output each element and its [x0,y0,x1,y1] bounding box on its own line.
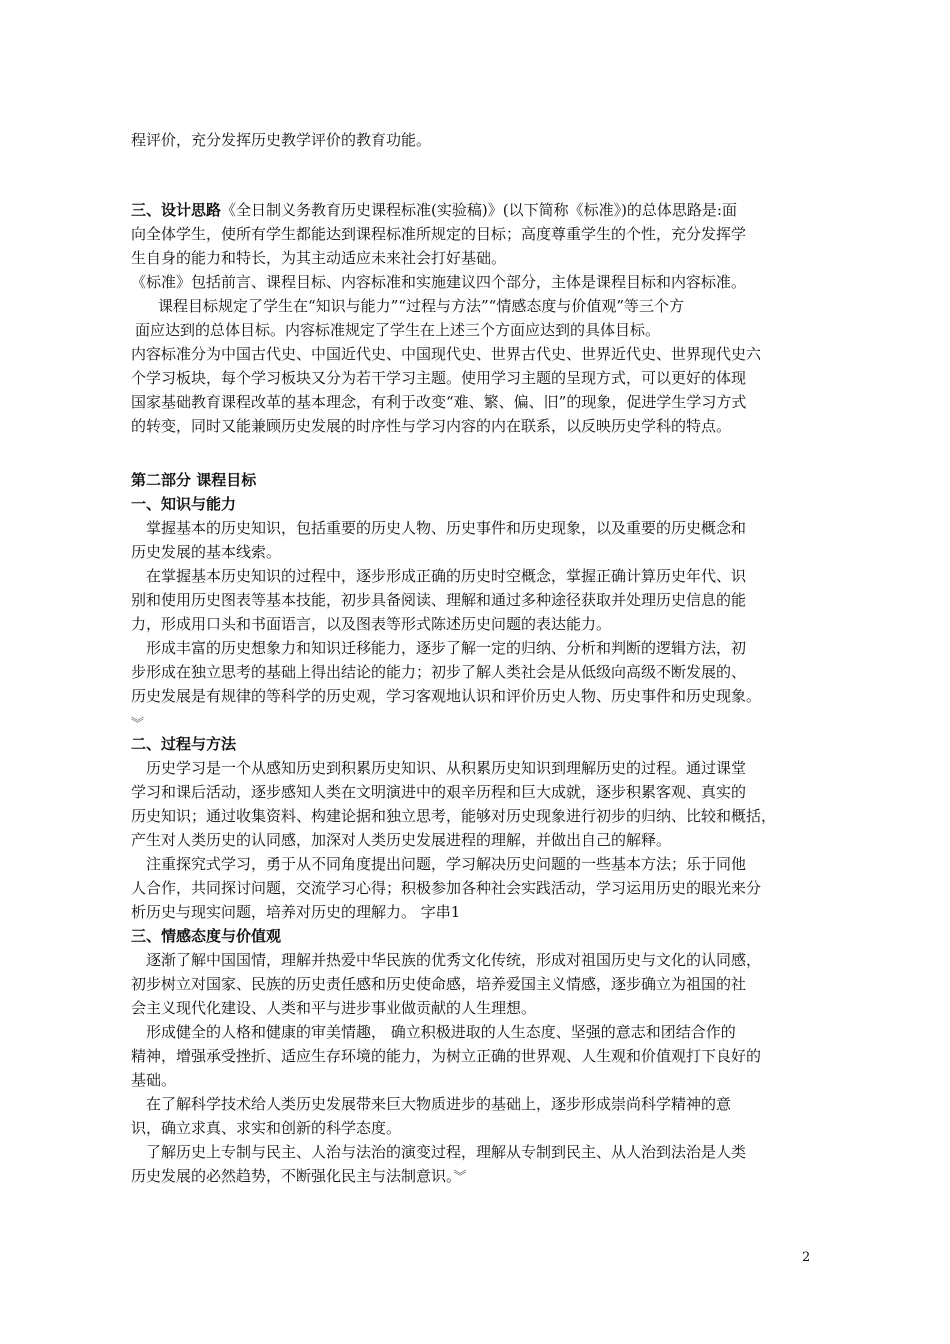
text-line: 《标准》包括前言、课程目标、内容标准和实施建议四个部分，主体是课程目标和内容标准。 [131,273,747,291]
text-line: 步形成在独立思考的基础上得出结论的能力；初步了解人类社会是从低级向高级不断发展的、 [131,663,747,681]
section-heading: 二、过程与方法 [131,735,237,753]
text-line: 会主义现代化建设、人类和平与进步事业做贡献的人生理想。 [131,999,537,1017]
text-line: 内容标准分为中国古代史、中国近代史、中国现代史、世界古代史、世界近代史、世界现代史六 [131,345,762,363]
text-line: 析历史与现实问题，培养对历史的理解力。 字串1 [131,903,461,921]
text-line: 历史学习是一个从感知历史到积累历史知识、从积累历史知识到理解历史的过程。通过课堂 [146,759,747,777]
text-line: 课程目标规定了学生在“知识与能力”“过程与方法”“情感态度与价值观”等三个方 [158,297,685,315]
text-line: 别和使用历史图表等基本技能，初步具备阅读、理解和通过多种途径获取并处理历史信息的能 [131,591,747,609]
text-line: 力，形成用口头和书面语言，以及图表等形式陈述历史问题的表达能力。 [131,615,612,633]
text-line: 历史发展的基本线索。 [131,543,282,561]
text-line [131,1164,467,1190]
part-heading: 第二部分 课程目标 [131,471,257,489]
text-line: 逐渐了解中国国情，理解并热爱中华民族的优秀文化传统，形成对祖国历史与文化的认同感， [146,951,762,969]
section-heading: 三、情感态度与价值观 [131,927,282,945]
text-line: 初步树立对国家、民族的历史责任感和历史使命感，培养爱国主义情感，逐步确立为祖国的社 [131,975,747,993]
text-line: 人合作，共同探讨问题，交流学习心得；积极参加各种社会实践活动，学习运用历史的眼光来分 [131,879,762,897]
section-heading: 三、设计思路 [131,201,222,219]
text-line: 识，确立求真、求实和创新的科学态度。 [131,1119,402,1137]
text-line: 形成健全的人格和健康的审美情趣， 确立积极进取的人生态度、坚强的意志和团结合作的 [146,1023,736,1041]
text-line: 个学习板块，每个学习板块又分为若干学习主题。使用学习主题的呈现方式，可以更好的体现 [131,369,747,387]
text-line: 历史发展的必然趋势，不断强化民主与法制意识。 [131,1167,454,1185]
text-line: 注重探究式学习，勇于从不同角度提出问题，学习解决历史问题的一些基本方法；乐于同他 [146,855,747,873]
page-number: 2 [802,1250,811,1265]
text-line: 生自身的能力和特长，为其主动适应未来社会打好基础。 [131,249,507,267]
text-line: 形成丰富的历史想象力和知识迁移能力，逐步了解一定的归纳、分析和判断的逻辑方法，初 [146,639,747,657]
text-line: 面应达到的总体目标。内容标准规定了学生在上述三个方面应达到的具体目标。 [135,321,661,339]
text-line: 基础。 [131,1071,177,1089]
text-line: 国家基础教育课程改革的基本理念，有利于改变“难、繁、偏、旧”的现象，促进学生学习方式 [131,393,747,411]
text-line: 掌握基本的历史知识，包括重要的历史人物、历史事件和历史现象，以及重要的历史概念和 [146,519,747,537]
text-line: 学习和课后活动，逐步感知人类在文明演进中的艰辛历程和巨大成就，逐步积累客观、真实的 [131,783,747,801]
text-line: 了解历史上专制与民主、人治与法治的演变过程，理解从专制到民主、从人治到法治是人类 [146,1143,747,1161]
chevron-down-icon: ︾ [453,1170,467,1185]
text-line: 的转变，同时又能兼顾历史发展的时序性与学习内容的内在联系，以反映历史学科的特点。 [131,417,732,435]
text-line: 产生对人类历史的认同感，加深对人类历史发展进程的理解，并做出自己的解释。 [131,831,672,849]
text-line: 在了解科学技术给人类历史发展带来巨大物质进步的基础上，逐步形成崇尚科学精神的意 [146,1095,732,1113]
text-line: 历史发展是有规律的等科学的历史观，学习客观地认识和评价历史人物、历史事件和历史现象。 [131,687,762,705]
chevron-down-icon: ︾ [131,717,145,732]
text-line: 程评价，充分发挥历史教学评价的教育功能。 [131,131,432,149]
text-line: 在掌握基本历史知识的过程中，逐步形成正确的历史时空概念，掌握正确计算历史年代、识 [146,567,747,585]
section-paragraph [131,198,737,222]
section-heading: 一、知识与能力 [131,495,237,513]
text-line: 精神，增强承受挫折、适应生存环境的能力，为树立正确的世界观、人生观和价值观打下良好的 [131,1047,762,1065]
text-line: 历史知识；通过收集资料、构建论据和独立思考，能够对历史现象进行初步的归纳、比较和概括， [131,807,777,825]
text-line: 向全体学生，使所有学生都能达到课程标准所规定的目标；高度尊重学生的个性，充分发挥学 [131,225,747,243]
text-line: 《全日制义务教育历史课程标准(实验稿)》(以下简称《标准》)的总体思路是:面 [221,201,737,219]
